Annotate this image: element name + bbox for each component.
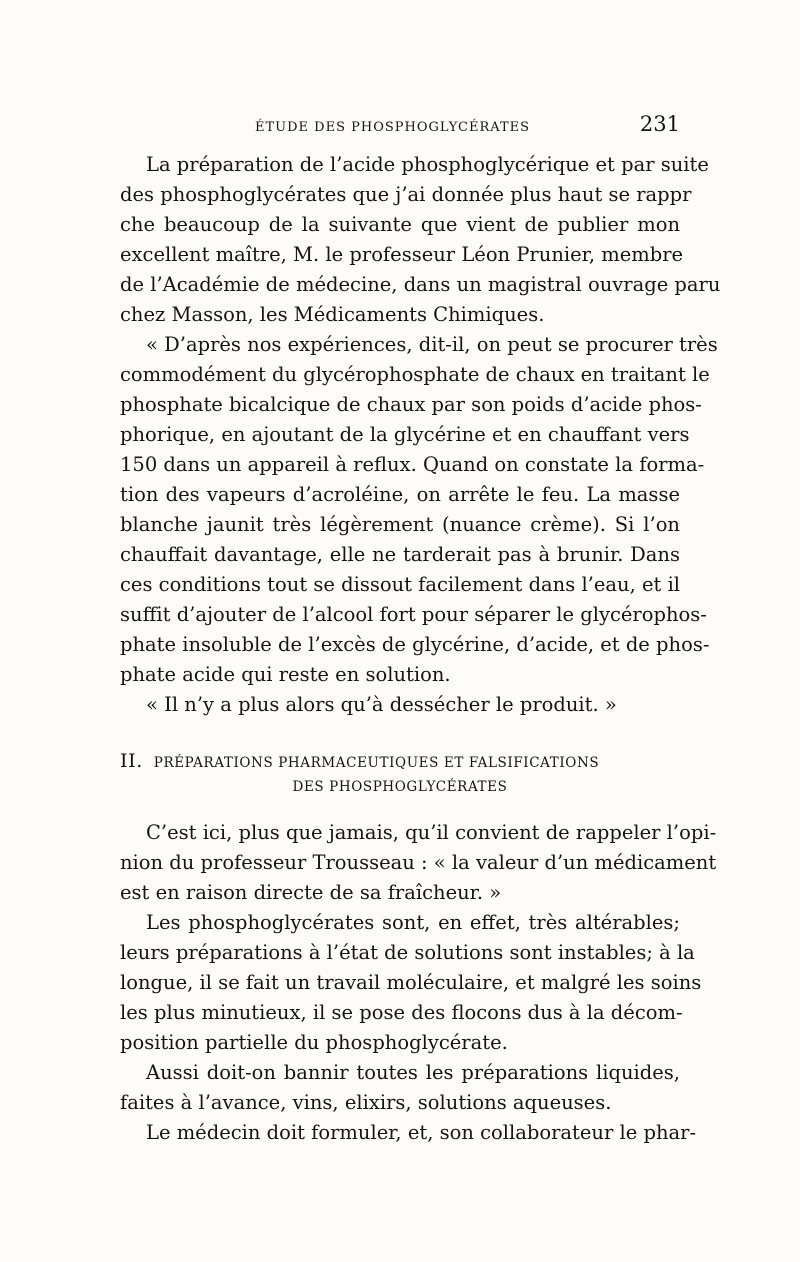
paragraph-line: « Il n’y a plus alors qu’à dessécher le produit. »: [146, 693, 617, 716]
running-title: ÉTUDE DES PHOSPHOGLYCÉRATES: [255, 120, 531, 135]
paragraph-line: ces conditions tout se dissout facilement dans l’eau, et il: [120, 573, 681, 596]
paragraph-line: nion du professeur Trousseau : « la valeur d’un médicament: [120, 851, 717, 874]
paragraph-line: chez Masson, les Médicaments Chimiques.: [120, 303, 545, 326]
running-head: [120, 112, 680, 142]
paragraph-line: phorique, en ajoutant de la glycérine et en chauffant vers: [120, 423, 690, 446]
section-title-line2: DES PHOSPHOGLYCÉRATES: [292, 779, 508, 795]
paragraph-line: « D’après nos expériences, dit-il, on peut se procurer très: [146, 333, 718, 356]
paragraph-line: longue, il se fait un travail moléculaire, et malgré les soins: [120, 971, 702, 994]
paragraph-line: excellent maître, M. le professeur Léon Prunier, membre: [120, 243, 684, 266]
paragraph-line: blanche jaunit très légèrement (nuance crème). Si l’on: [120, 513, 680, 536]
paragraph-line: faites à l’avance, vins, elixirs, solutions aqueuses.: [120, 1091, 612, 1114]
paragraph-line: Aussi doit-on bannir toutes les préparations liquides,: [146, 1061, 680, 1084]
paragraph-line: les plus minutieux, il se pose des flocons dus à la décom-: [120, 1001, 683, 1024]
paragraph-line: C’est ici, plus que jamais, qu’il convient de rappeler l’opi-: [146, 821, 717, 844]
paragraph-line: che beaucoup de la suivante que vient de publier mon: [120, 213, 680, 236]
paragraph-line: La préparation de l’acide phosphoglycérique et par suite: [146, 153, 709, 176]
paragraph-line: phosphate bicalcique de chaux par son poids d’acide phos-: [120, 393, 702, 416]
paragraph-line: Les phosphoglycérates sont, en effet, très altérables;: [146, 911, 680, 934]
paragraph-line: tion des vapeurs d’acroléine, on arrête le feu. La masse: [120, 483, 680, 506]
paragraph-line: phate insoluble de l’excès de glycérine, d’acide, et de phos-: [120, 633, 710, 656]
paragraph-line: phate acide qui reste en solution.: [120, 663, 451, 686]
paragraph-line: de l’Académie de médecine, dans un magistral ouvrage paru: [120, 273, 721, 296]
paragraph-line: position partielle du phosphoglycérate.: [120, 1031, 508, 1054]
paragraph-line: des phosphoglycérates que j’ai donnée plus haut se rappr: [120, 183, 692, 206]
paragraph-line: leurs préparations à l’état de solutions sont instables; à la: [120, 941, 695, 964]
section-title-line1: PRÉPARATIONS PHARMACEUTIQUES ET FALSIFICATIONS: [153, 755, 600, 771]
body-text: [120, 150, 721, 1148]
section-number: II.: [120, 750, 143, 772]
paragraph-line: est en raison directe de sa fraîcheur. »: [120, 881, 502, 904]
paragraph-line: Le médecin doit formuler, et, son collaborateur le phar-: [146, 1121, 697, 1144]
page-number: 231: [639, 112, 680, 136]
paragraph-line: chauffait davantage, elle ne tarderait pas à brunir. Dans: [120, 543, 680, 566]
paragraph-line: commodément du glycérophosphate de chaux en traitant le: [120, 363, 710, 386]
paragraph-line: suffit d’ajouter de l’alcool fort pour séparer le glycérophos-: [120, 603, 707, 626]
paragraph-line: 150 dans un appareil à reflux. Quand on constate la forma-: [120, 453, 705, 476]
section-heading: [120, 748, 680, 774]
